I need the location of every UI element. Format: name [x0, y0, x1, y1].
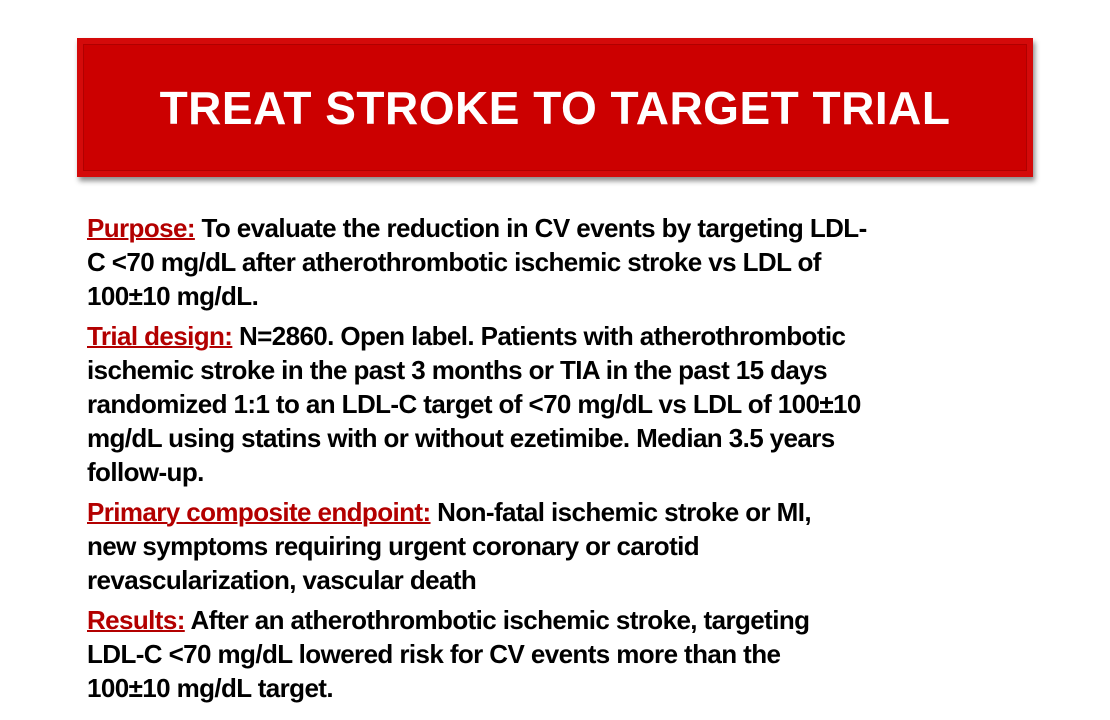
section-label: Trial design: [87, 321, 233, 351]
section-text: LDL-C <70 mg/dL lowered risk for CV events more than the [87, 639, 781, 669]
section-text: follow-up. [87, 457, 204, 487]
section-label: Purpose: [87, 213, 195, 243]
section-text: After an atherothrombotic ischemic stroke, targeting [190, 605, 810, 635]
section-text: revascularization, vascular death [87, 565, 477, 595]
section-primary-endpoint [87, 495, 1047, 597]
section-purpose [87, 211, 1047, 313]
section-text: N=2860. Open label. Patients with atherothrombotic [238, 321, 846, 351]
section-text: C <70 mg/dL after atherothrombotic ischemic stroke vs LDL of [87, 247, 821, 277]
slide-content [87, 211, 1047, 711]
section-results [87, 603, 1047, 705]
section-text: 100±10 mg/dL. [87, 281, 259, 311]
section-text: randomized 1:1 to an LDL-C target of <70 mg/dL vs LDL of 100±10 [87, 389, 861, 419]
section-text: mg/dL using statins with or without ezetimibe. Median 3.5 years [87, 423, 835, 453]
section-text: new symptoms requiring urgent coronary or carotid [87, 531, 700, 561]
section-text: Non-fatal ischemic stroke or MI, [437, 497, 811, 527]
title-banner [77, 38, 1033, 177]
section-label: Results: [87, 605, 185, 635]
section-text: 100±10 mg/dL target. [87, 673, 333, 703]
section-trial-design [87, 319, 1047, 489]
section-text: ischemic stroke in the past 3 months or TIA in the past 15 days [87, 355, 828, 385]
section-label: Primary composite endpoint: [87, 497, 431, 527]
slide-title: TREAT STROKE TO TARGET TRIAL [159, 81, 951, 134]
section-text: To evaluate the reduction in CV events by targeting LDL- [201, 213, 867, 243]
